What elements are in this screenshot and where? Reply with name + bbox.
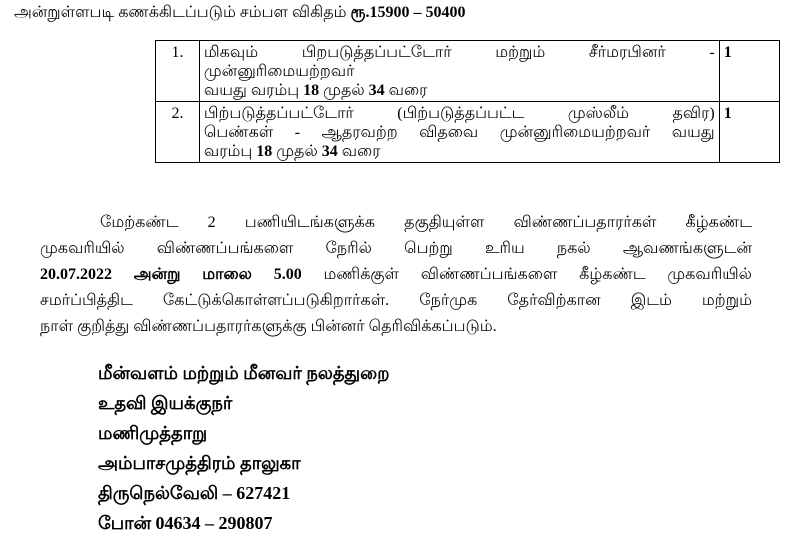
post-number: 1. [156,41,200,102]
post-number: 2. [156,102,200,163]
posts-table [155,40,780,163]
paragraph-line: 20.07.2022 அன்று மாலை 5.00 மணிக்குள் விண்ணப்பங்களை கீழ்கண்ட முகவரியில் [40,262,752,288]
post-description [199,41,719,102]
post-count: 1 [719,41,779,102]
office-address [98,358,389,538]
paragraph-line: நாள் குறித்து விண்ணப்பதாரர்களுக்கு பின்னர் தெரிவிக்கப்படும். [40,318,497,335]
post-desc-line: பெண்கள் - ஆதரவற்ற விதவை முன்னுரிமையற்றவர் வயது [203,124,715,141]
deadline-time: 5.00 [273,266,302,283]
address-department: மீன்வளம் மற்றும் மீனவர் நலத்துறை [98,363,390,383]
table-row [156,102,780,163]
address-taluk: அம்பாசமுத்திரம் தாலுகா [98,453,301,473]
salary-value: ரூ.15900 – 50400 [350,4,466,21]
paragraph-line: முகவரியில் விண்ணப்பங்களை நேரில் பெற்று உரிய நகல் ஆவணங்களுடன் [40,240,752,257]
address-phone: போன் 04634 – 290807 [98,513,273,533]
paragraph-line: சமர்ப்பித்திட கேட்டுக்கொள்ளப்படுகிறார்கள். நேர்முக தேர்விற்கான இடம் மற்றும் [40,292,752,309]
notice-paragraph [40,210,752,340]
salary-line [14,3,466,23]
table-row [156,41,780,102]
address-place: மணிமுத்தாறு [98,423,208,443]
post-count: 1 [719,102,779,163]
post-desc-line: முன்னுரிமையற்றவர் [203,63,355,80]
address-office: உதவி இயக்குநர் [98,393,233,413]
post-desc-line: பிற்படுத்தப்பட்டோர் (பிற்படுத்தப்பட்ட முஸ்லீம் தவிர) [203,105,715,122]
deadline-date: 20.07.2022 [40,266,112,283]
post-desc-line: மிகவும் பிறபடுத்தப்பட்டோர் மற்றும் சீர்மரபினர் - [203,44,715,61]
post-age-limit: வரம்பு 18 முதல் 34 வரை [203,143,381,160]
post-description [199,102,719,163]
post-age-limit: வயது வரம்பு 18 முதல் 34 வரை [203,82,428,99]
paragraph-line: மேற்கண்ட 2 பணியிடங்களுக்க தகுதியுள்ள விண்ணப்பதாரர்கள் கீழ்கண்ட [100,214,752,231]
address-city: திருநெல்வேலி – 627421 [98,483,291,503]
salary-label: அன்றுள்ளபடி கணக்கிடப்படும் சம்பள விகிதம் [14,4,347,21]
